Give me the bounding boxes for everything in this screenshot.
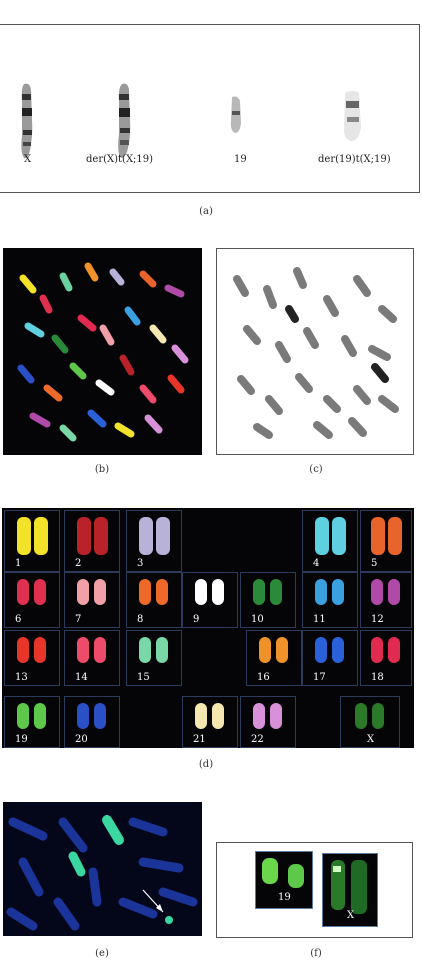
- karyotype-label: 20: [75, 734, 88, 745]
- chromosome: [94, 703, 106, 729]
- karyotype-pair-10: [240, 572, 296, 628]
- label-19: 19: [278, 892, 291, 903]
- karyotype-pair-x: [340, 696, 400, 748]
- chromosome: [371, 637, 383, 663]
- chromosome: [315, 637, 327, 663]
- chromosome: [195, 579, 207, 605]
- chromosome: [17, 637, 29, 663]
- karyotype-label: 12: [371, 614, 384, 625]
- chromosome: [372, 703, 384, 729]
- panel-f-x: [322, 853, 378, 927]
- karyotype-label: 15: [137, 672, 150, 683]
- chromosome: [17, 517, 31, 555]
- chromosome: [332, 637, 344, 663]
- chromosome: [259, 637, 271, 663]
- karyotype-label: 17: [313, 672, 326, 683]
- chromosome: [270, 579, 282, 605]
- karyotype-pair-6: [4, 572, 60, 628]
- chromosome: [355, 703, 367, 729]
- karyotype-pair-11: [302, 572, 358, 628]
- karyotype-label: 14: [75, 672, 88, 683]
- karyotype-pair-21: [182, 696, 238, 748]
- chromosome: [94, 579, 106, 605]
- karyotype-label: 19: [15, 734, 28, 745]
- karyotype-label: 16: [257, 672, 270, 683]
- label-x: X: [24, 154, 32, 165]
- chromosome: [388, 579, 400, 605]
- karyotype-pair-5: [360, 510, 412, 572]
- chromosome: [276, 637, 288, 663]
- karyotype-label: 6: [15, 614, 22, 625]
- karyotype-pair-9: [182, 572, 238, 628]
- label-der-19: der(19)t(X;19): [318, 154, 391, 165]
- karyotype-label: 10: [251, 614, 264, 625]
- karyotype-label: 18: [371, 672, 384, 683]
- karyotype-pair-19: [4, 696, 60, 748]
- chromosome: [332, 579, 344, 605]
- caption-b: (b): [94, 464, 110, 475]
- chromosome: [77, 703, 89, 729]
- chromosome: [156, 579, 168, 605]
- panel-f-19: [255, 851, 313, 909]
- chromosome: [17, 579, 29, 605]
- chromosome-x: [16, 80, 38, 165]
- chromosome: [270, 703, 282, 729]
- chromosome: [156, 637, 168, 663]
- chromosome: [139, 637, 151, 663]
- panel-a: [0, 24, 420, 193]
- chromosome: [17, 703, 29, 729]
- chromosome: [388, 637, 400, 663]
- chromosome: [253, 703, 265, 729]
- panel-f: [216, 842, 413, 938]
- karyotype-pair-2: [64, 510, 120, 572]
- karyotype-pair-12: [360, 572, 412, 628]
- karyotype-label: 8: [137, 614, 144, 625]
- karyotype-label: 1: [15, 558, 22, 569]
- label-x: X: [347, 910, 355, 921]
- chromosome: [388, 517, 402, 555]
- karyotype-label: 5: [371, 558, 378, 569]
- chromosome: [77, 579, 89, 605]
- karyotype-pair-16: [246, 630, 302, 686]
- karyotype-label: 9: [193, 614, 200, 625]
- chromosome: [77, 517, 91, 555]
- karyotype-pair-15: [126, 630, 182, 686]
- karyotype-label: 21: [193, 734, 206, 745]
- karyotype-pair-22: [240, 696, 296, 748]
- chromosome-der-x: [112, 80, 136, 165]
- caption-c: (c): [309, 464, 323, 475]
- karyotype-label: 4: [313, 558, 320, 569]
- chromosome: [315, 579, 327, 605]
- chromosome-19: [226, 93, 248, 138]
- chromosome: [195, 703, 207, 729]
- karyotype-pair-20: [64, 696, 120, 748]
- panel-d-karyotype: [2, 508, 414, 748]
- karyotype-pair-18: [360, 630, 412, 686]
- chromosome: [332, 517, 346, 555]
- karyotype-label: 13: [15, 672, 28, 683]
- chromosome: [139, 517, 153, 555]
- caption-f: (f): [310, 948, 322, 959]
- karyotype-pair-4: [302, 510, 358, 572]
- karyotype-label: 11: [313, 614, 326, 625]
- panel-b-mfish-metaphase: [3, 248, 202, 455]
- chromosome: [34, 637, 46, 663]
- caption-d: (d): [198, 759, 214, 770]
- label-der-x: der(X)t(X;19): [86, 154, 154, 165]
- chromosome: [34, 579, 46, 605]
- karyotype-label: 7: [75, 614, 82, 625]
- chromosome: [156, 517, 170, 555]
- chromosome: [253, 579, 265, 605]
- karyotype-pair-8: [126, 572, 182, 628]
- karyotype-pair-7: [64, 572, 120, 628]
- caption-a: (a): [199, 206, 213, 217]
- karyotype-label: 2: [75, 558, 82, 569]
- chromosome: [34, 517, 48, 555]
- chromosome: [94, 637, 106, 663]
- karyotype-label: X: [367, 734, 375, 745]
- chromosome: [77, 637, 89, 663]
- chromosome-der-19: [337, 87, 369, 147]
- chromosome: [212, 579, 224, 605]
- chromosome: [94, 517, 108, 555]
- label-19: 19: [234, 154, 247, 165]
- chromosome: [371, 579, 383, 605]
- karyotype-pair-17: [302, 630, 358, 686]
- karyotype-label: 22: [251, 734, 264, 745]
- chromosome: [212, 703, 224, 729]
- karyotype-pair-3: [126, 510, 182, 572]
- panel-e-fish-metaphase: [3, 802, 202, 936]
- karyotype-pair-14: [64, 630, 120, 686]
- karyotype-pair-1: [4, 510, 60, 572]
- chromosome: [315, 517, 329, 555]
- karyotype-pair-13: [4, 630, 60, 686]
- karyotype-label: 3: [137, 558, 144, 569]
- panel-c-dapi-banded: [216, 248, 414, 455]
- chromosome: [34, 703, 46, 729]
- chromosome: [139, 579, 151, 605]
- chromosome: [371, 517, 385, 555]
- caption-e: (e): [95, 948, 109, 959]
